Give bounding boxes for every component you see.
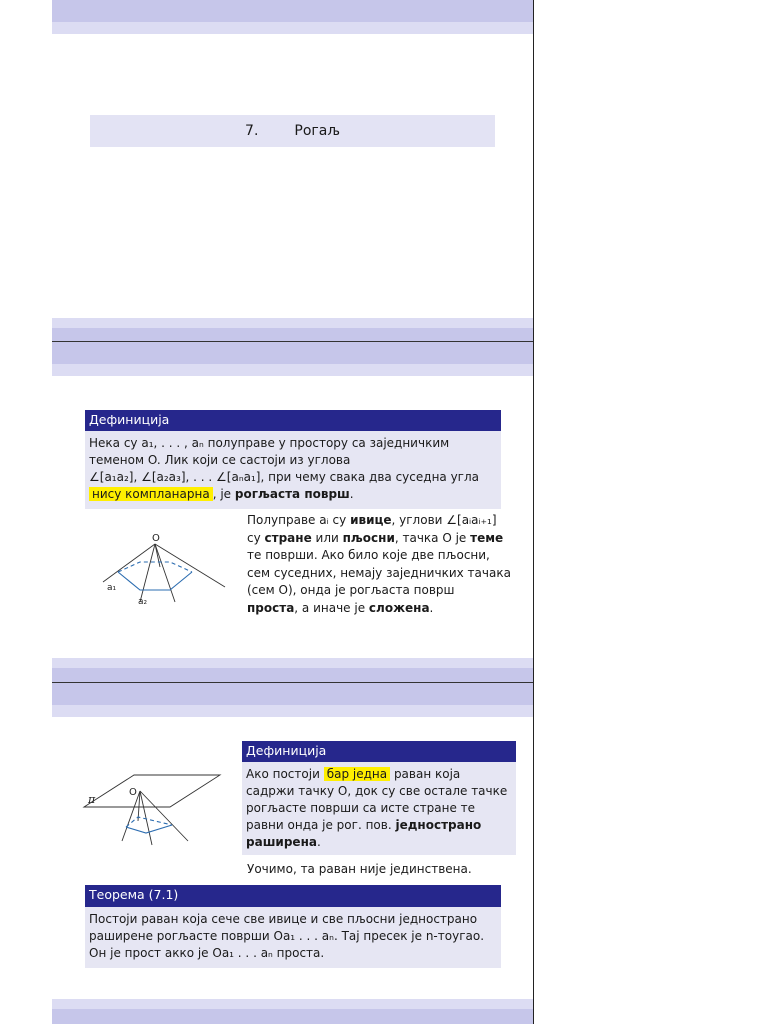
edge-line: [140, 791, 152, 845]
term-complex: сложена: [368, 600, 430, 615]
edges-faces-paragraph: [247, 512, 517, 617]
slide-2-top-band-light: [52, 364, 533, 376]
term-one-sided: једнострано: [395, 818, 482, 832]
text-span: раван која: [393, 767, 461, 781]
text-span: су: [247, 530, 265, 545]
definition-connector: , је: [212, 487, 232, 501]
text-span: .: [429, 600, 434, 615]
text-span: или: [311, 530, 343, 545]
definition-line-1: [246, 766, 512, 783]
section-title: Рогаљ: [294, 123, 340, 139]
text-span: , тачка O је: [394, 530, 471, 545]
text-span: , а иначе је: [294, 600, 369, 615]
slide-1-bottom-band: [52, 328, 533, 341]
text-span: те површи. Ако било које две пљосни,: [247, 548, 490, 562]
text-span: (сем O), онда је рогљаста површ: [247, 583, 455, 597]
highlight-noncoplanar: нису компланарна: [89, 487, 213, 501]
term-vertex: теме: [470, 530, 504, 545]
highlight-at-least-one: бар једна: [324, 767, 390, 781]
theorem-header: Теорема (7.1): [85, 885, 501, 907]
plane-shape: [84, 775, 220, 807]
note-plane-not-unique: Уочимо, та раван није јединствена.: [247, 862, 472, 876]
label-a2: a₂: [138, 597, 148, 607]
section-number: 7.: [245, 123, 259, 139]
slide-1-top-band-light: [52, 22, 533, 34]
term-spread: раширена: [246, 835, 317, 849]
section-polygon-back: [118, 562, 192, 572]
paragraph-line: [247, 530, 517, 548]
definition-line-2: теменом O. Лик који се састоји из углова: [89, 453, 351, 467]
slide-2-bottom-band: [52, 668, 533, 682]
definition-period: .: [349, 487, 354, 501]
term-sides: стране: [264, 530, 312, 545]
slide-3: [52, 683, 533, 1024]
definition-body: [242, 762, 516, 855]
text-span: Ако постоји: [246, 767, 320, 781]
slide-1-top-band: [52, 0, 533, 22]
theorem-line-1: Постоји раван која сече све ивице и све пљосни једнострано: [89, 912, 478, 926]
slide-3-bottom-band-light: [52, 999, 533, 1009]
label-vertex-o: O: [152, 533, 160, 544]
definition-line-1: Нека су a₁, . . . , aₙ полуправе у простору са заједничким: [89, 436, 450, 450]
definition-header: Дефиниција: [85, 410, 501, 431]
theorem-line-3: Он је прост акко је Oa₁ . . . aₙ проста.: [89, 946, 325, 960]
label-plane-pi: π: [88, 793, 96, 806]
plane-figure: [80, 765, 225, 855]
label-vertex-o: O: [129, 787, 137, 798]
term-pyramidal-surface: рогљаста површ: [234, 487, 350, 501]
definition-line-2: садржи тачку O, док су све остале тачке: [246, 784, 508, 798]
term-simple: проста: [247, 600, 295, 615]
edge-line: [140, 544, 155, 602]
term-faces: пљосни: [342, 530, 395, 545]
text-span: .: [316, 835, 321, 849]
slide-1-bottom-band-light: [52, 318, 533, 328]
edge-line: [122, 791, 140, 841]
pyramid-figure: [100, 532, 230, 612]
paragraph-line: [247, 547, 517, 565]
slide-2-top-band: [52, 342, 533, 364]
slide-3-top-band: [52, 683, 533, 705]
edge-line: [103, 544, 155, 582]
definition-line-5: [246, 834, 512, 851]
theorem-body: [85, 907, 501, 968]
paragraph-line: [247, 512, 517, 530]
section-polygon-front: [126, 825, 172, 833]
slide-3-bottom-band: [52, 1009, 533, 1024]
definition-header: Дефиниција: [242, 741, 516, 762]
section-polygon-back: [126, 817, 172, 827]
paragraph-line: [247, 565, 517, 583]
label-a1: a₁: [107, 583, 117, 593]
text-span: сем суседних, немају заједничких тачака: [247, 565, 511, 580]
theorem-line-2: раширене рогљасте површи Oa₁ . . . aₙ. Тај пресек је n-тоугао.: [89, 929, 485, 943]
edge-line: [140, 791, 188, 841]
text-span: , углови ∠[aᵢaᵢ₊₁]: [391, 513, 497, 527]
edge-line: [155, 544, 225, 587]
section-title-box: [90, 115, 495, 147]
definition-line-3: ∠[a₁a₂], ∠[a₂a₃], . . . ∠[aₙa₁], при чему свака два суседна угла: [89, 470, 480, 484]
paragraph-line: [247, 582, 517, 600]
edge-line: [155, 544, 175, 602]
slide-2-bottom-band-light: [52, 658, 533, 668]
definition-line-4: [246, 817, 512, 834]
text-span: Полуправе aᵢ су: [247, 513, 351, 527]
definition-line-3: рогљасте површи са исте стране те: [246, 801, 476, 815]
definition-body: [85, 431, 501, 509]
term-edges: ивице: [350, 513, 392, 527]
slide-1: [52, 0, 533, 341]
slide-2: [52, 342, 533, 682]
paragraph-line: [247, 600, 517, 618]
slide-3-top-band-light: [52, 705, 533, 717]
definition-line-4: [89, 486, 497, 503]
section-polygon-front: [118, 572, 192, 590]
text-span: равни онда је рог. пов.: [246, 818, 392, 832]
